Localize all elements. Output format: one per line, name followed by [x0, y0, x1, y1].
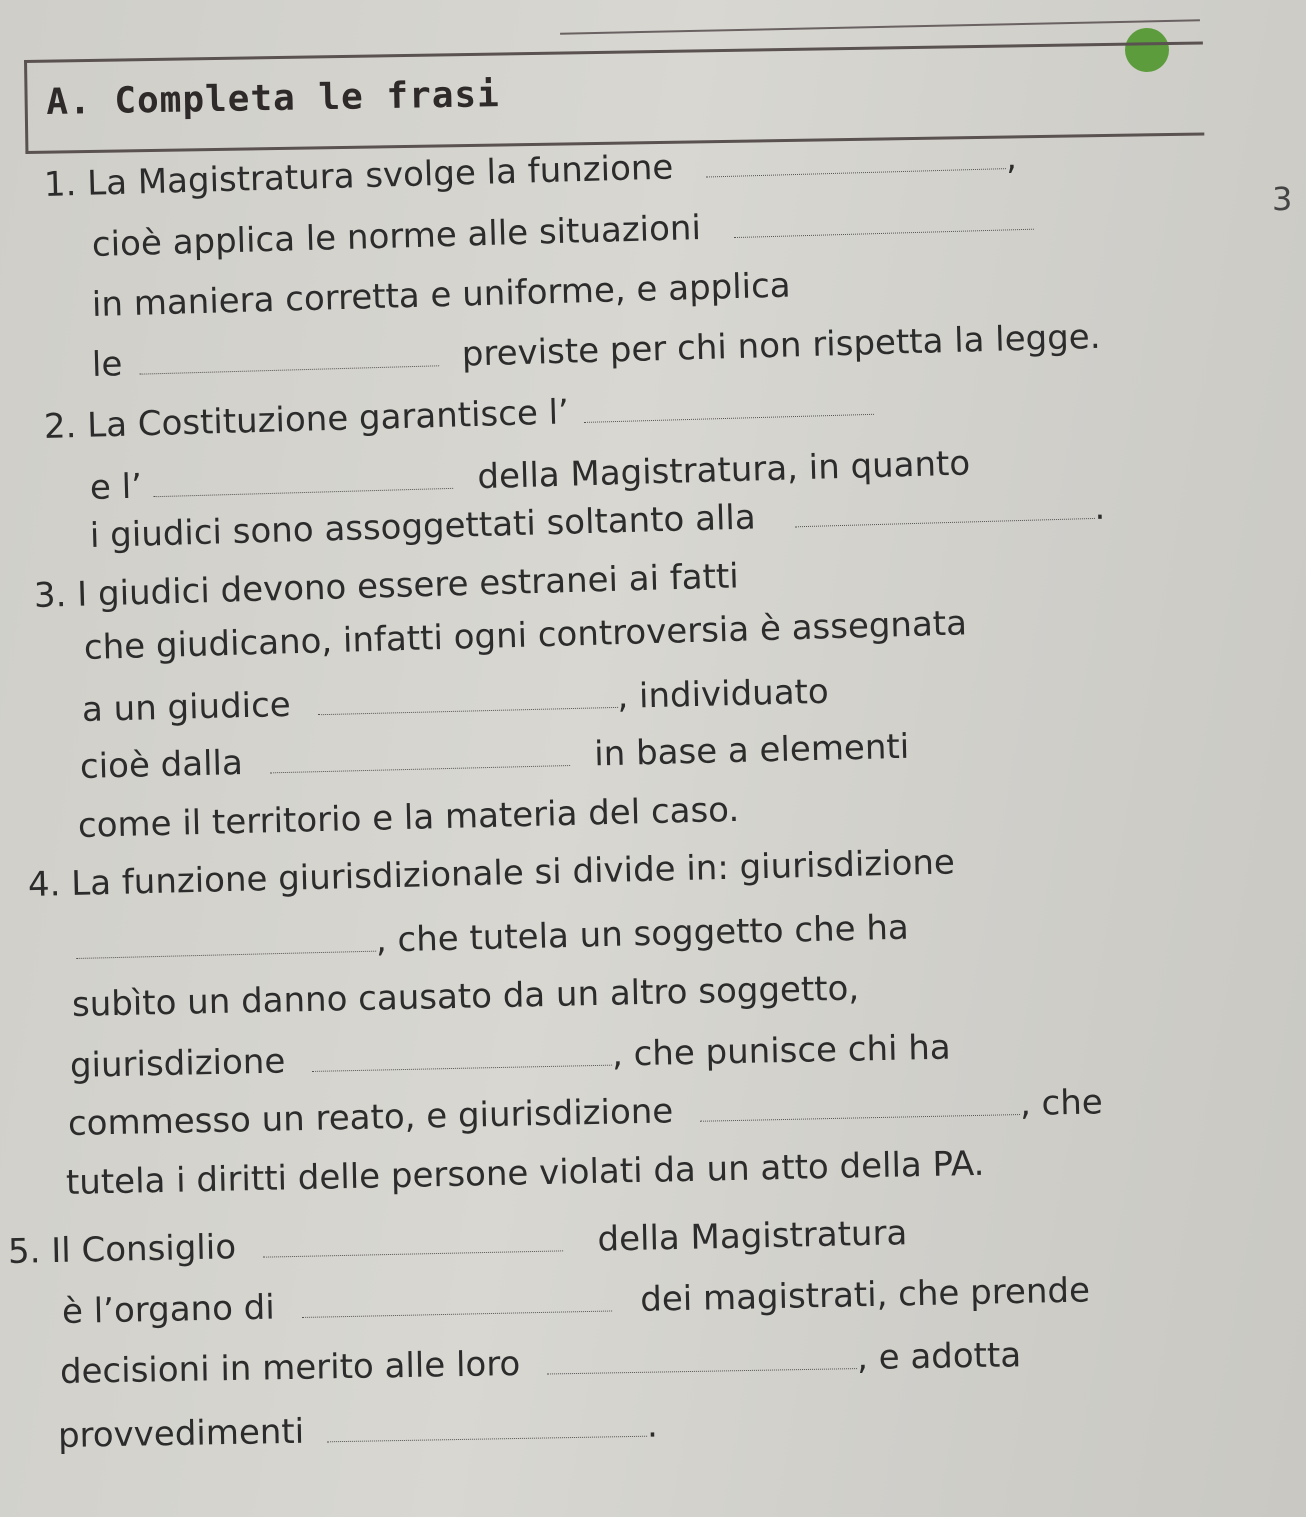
line-text: cioè dalla [79, 743, 244, 787]
answer-blank[interactable] [700, 1084, 1021, 1122]
exercise-line [33, 556, 739, 616]
section-title: A. Completa le frasi [46, 74, 501, 123]
exercise-line [28, 842, 956, 905]
exercise-line [78, 790, 740, 846]
answer-blank[interactable] [301, 1280, 612, 1317]
line-text: cioè applica le norme alle situazioni [91, 208, 702, 265]
line-text-after: , che tutela un soggetto che ha [375, 907, 910, 961]
line-text: 2. La Costituzione garantisce l’ [43, 392, 570, 447]
line-text-after: , [1005, 137, 1018, 179]
answer-blank[interactable] [269, 735, 570, 773]
exercise-line [76, 908, 910, 968]
exercise-line [66, 1144, 985, 1203]
answer-blank[interactable] [583, 384, 874, 423]
line-text: le [91, 344, 123, 385]
exercise-line [72, 969, 860, 1025]
line-text: come il territorio e la materia del caso. [77, 789, 740, 846]
line-text: commesso un reato, e giurisdizione [67, 1091, 674, 1144]
top-rule [560, 19, 1200, 34]
line-text: è l’organo di [61, 1287, 276, 1332]
line-text: in maniera corretta e uniforme, e applica [91, 265, 792, 325]
answer-blank[interactable] [152, 458, 453, 497]
answer-blank[interactable] [794, 488, 1095, 527]
exercise-line [80, 727, 910, 787]
answer-blank[interactable] [327, 1406, 647, 1443]
answer-blank[interactable] [317, 677, 618, 715]
answer-blank[interactable] [262, 1220, 563, 1257]
exercise-line [91, 199, 1034, 265]
exercise-line [8, 1213, 908, 1272]
margin-mark: 3 [1272, 180, 1293, 218]
exercise-line [60, 1335, 1022, 1392]
exercise-line [91, 317, 1101, 385]
exercise-line [43, 384, 874, 447]
line-text-after: della Magistratura, in quanto [476, 443, 971, 498]
line-text-after: , individuato [616, 671, 830, 717]
exercise-line [82, 672, 830, 730]
exercise-line [58, 1406, 658, 1456]
line-text-after: . [646, 1405, 659, 1446]
line-text-after: della Magistratura [597, 1213, 908, 1260]
answer-blank[interactable] [547, 1338, 857, 1374]
exercise-line [91, 265, 791, 324]
line-text: 4. La funzione giurisdizionale si divide in: giurisdizione [27, 842, 956, 905]
answer-blank[interactable] [76, 921, 377, 959]
line-text: i giudici sono assoggettati soltanto alla [89, 497, 757, 556]
line-text: a un giudice [81, 684, 292, 730]
line-text: 5. Il Consiglio [7, 1227, 237, 1272]
line-text-after: , e adotta [856, 1335, 1022, 1379]
line-text: che giudicano, infatti ogni controversia è assegnata [83, 603, 968, 668]
line-text-after: previste per chi non rispetta la legge. [461, 316, 1102, 375]
line-text-after: , che punisce chi ha [611, 1027, 952, 1075]
exercise-line [62, 1270, 1091, 1332]
answer-blank[interactable] [733, 199, 1034, 238]
line-text-after: . [1093, 487, 1106, 528]
answer-blank[interactable] [705, 138, 1006, 177]
exercise-line [68, 1082, 1104, 1144]
line-text: giurisdizione [69, 1041, 286, 1086]
exercise-line [83, 603, 967, 668]
line-text: e l’ [89, 466, 143, 508]
line-text: 3. I giudici devono essere estranei ai fatti [33, 556, 740, 616]
line-text: decisioni in merito alle loro [59, 1343, 521, 1392]
line-text: tutela i diritti delle persone violati da un atto della PA. [65, 1143, 985, 1203]
line-text-after: dei magistrati, che prende [639, 1270, 1091, 1320]
exercise-line [70, 1028, 952, 1086]
line-text: 1. La Magistratura svolge la funzione [43, 147, 674, 205]
line-text: provvedimenti [57, 1411, 305, 1456]
line-text-after: in base a elementi [593, 726, 910, 775]
line-text: subìto un danno causato da un altro soggetto, [71, 968, 860, 1025]
answer-blank[interactable] [312, 1035, 613, 1072]
line-text-after: , che [1019, 1082, 1104, 1125]
answer-blank[interactable] [139, 335, 440, 374]
